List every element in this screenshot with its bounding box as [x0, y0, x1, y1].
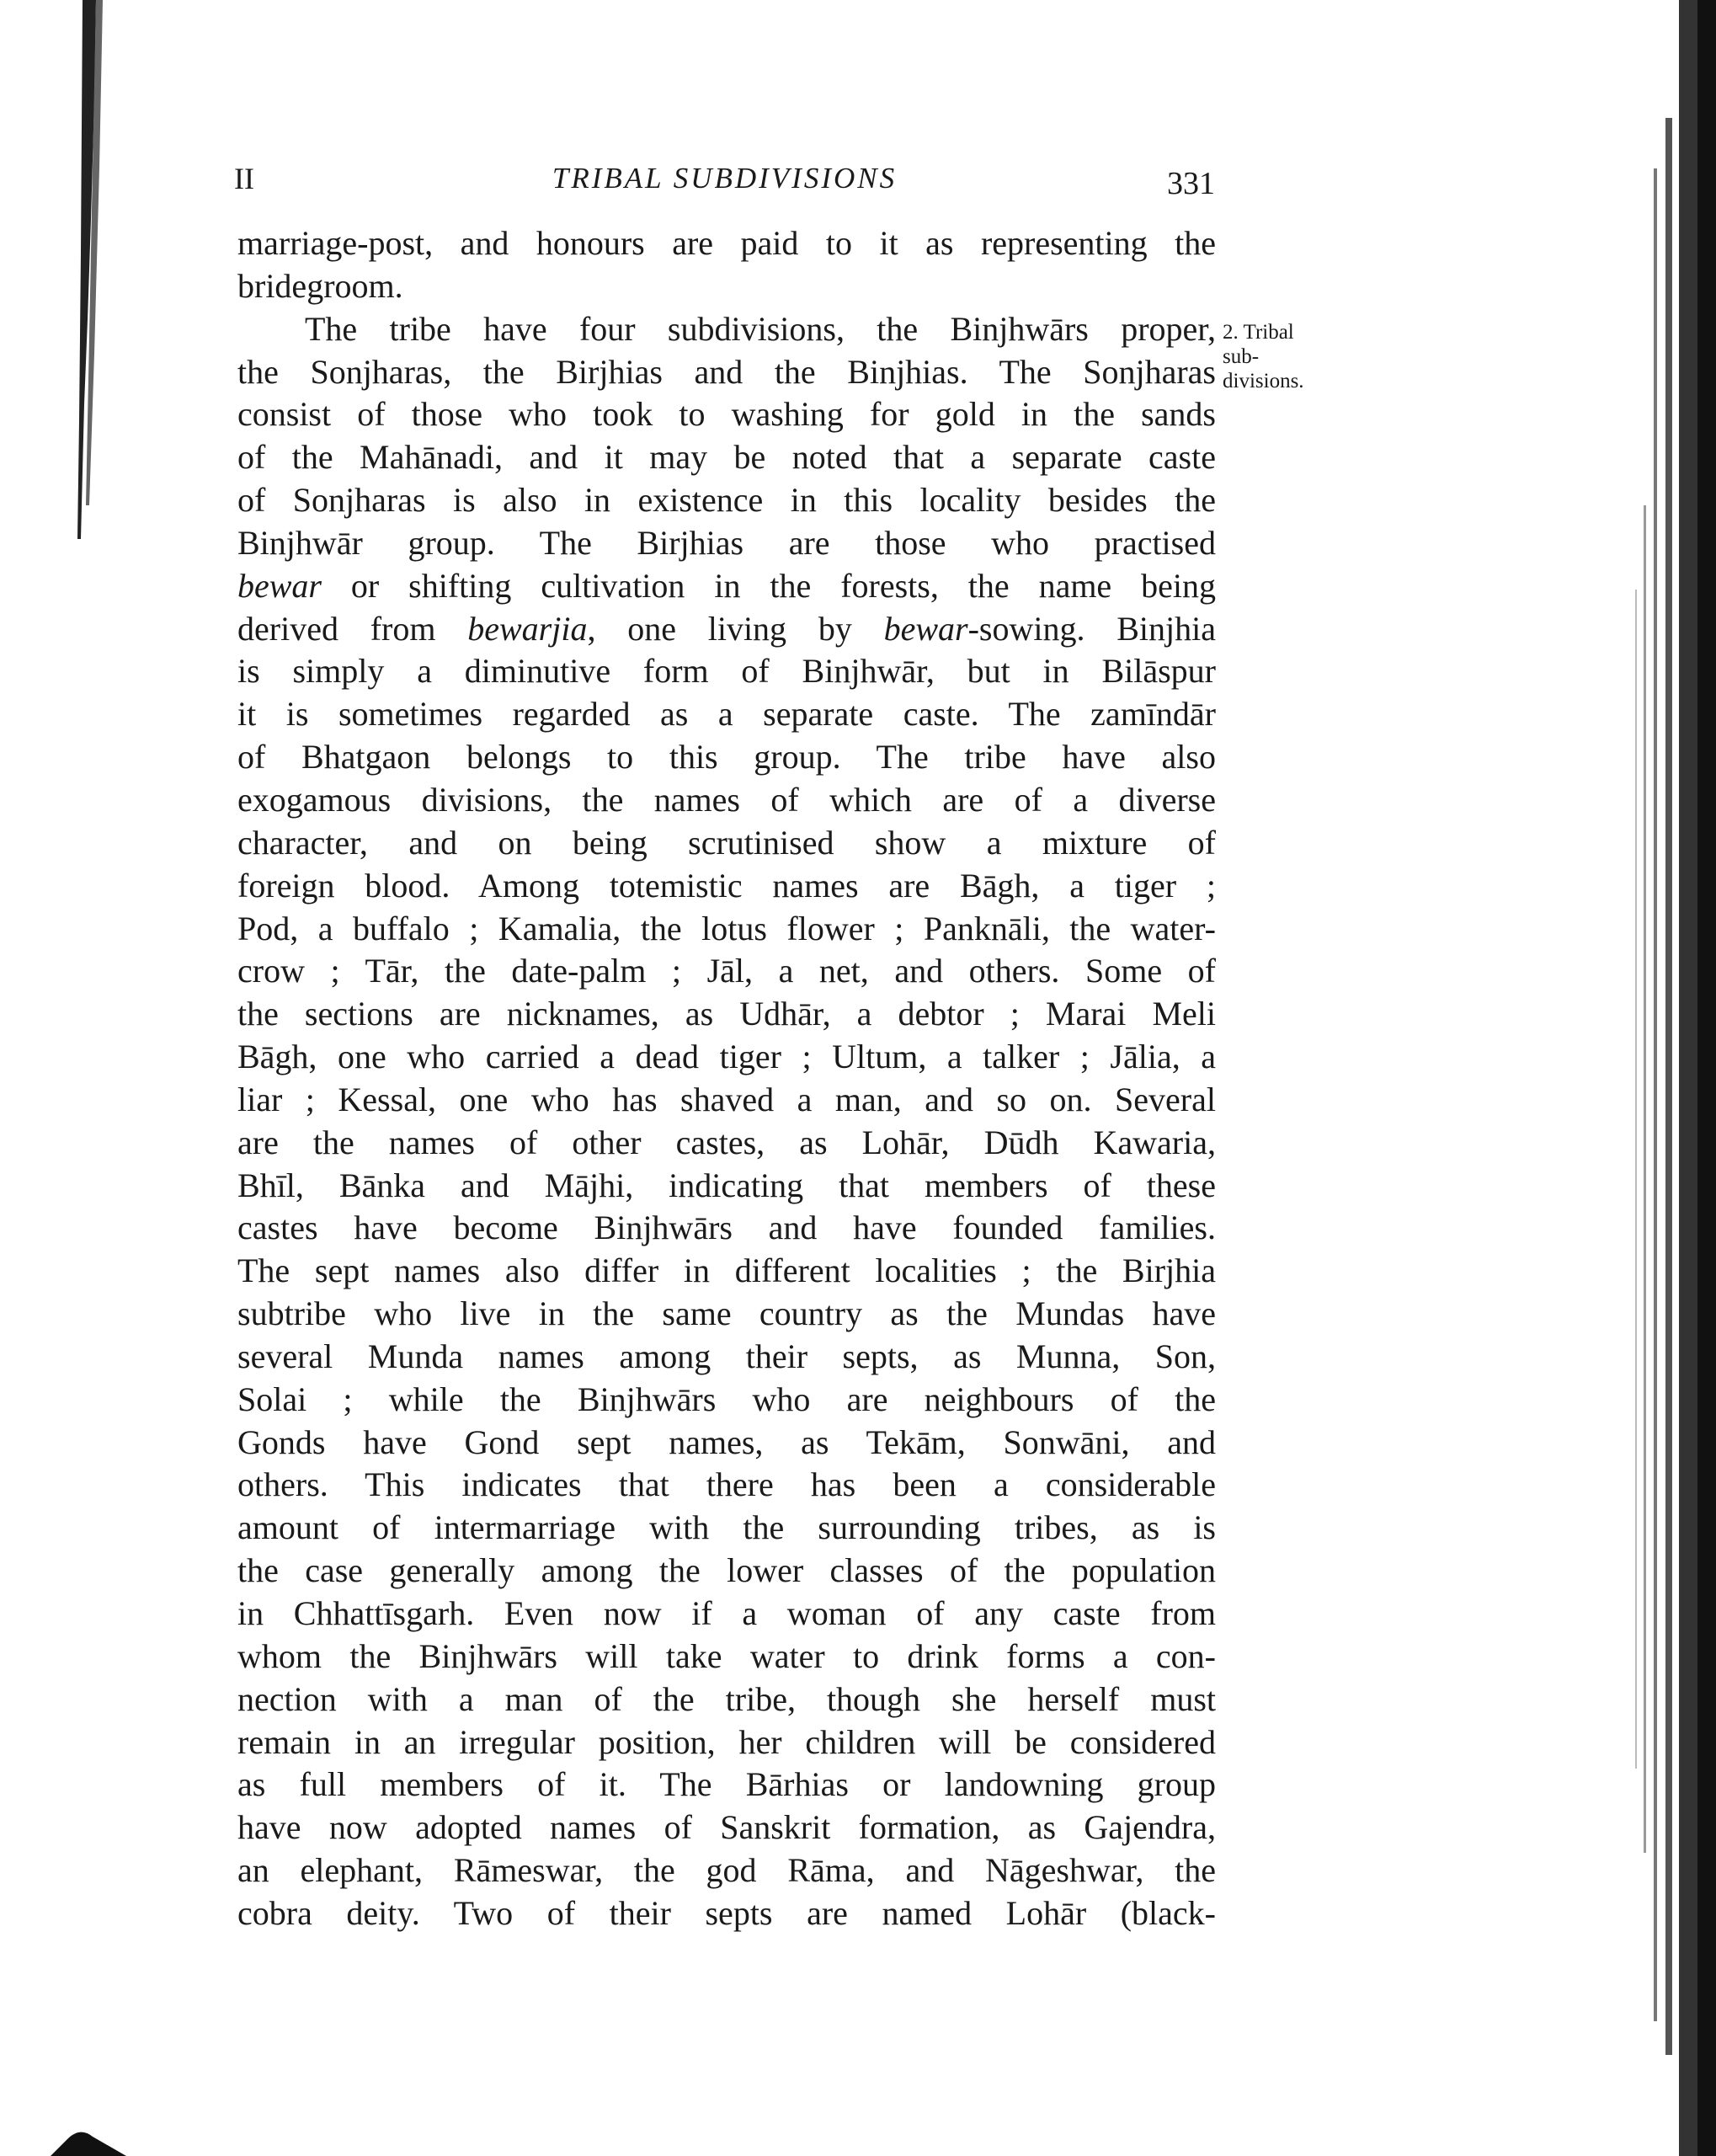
text-line: bewar or shifting cultivation in the forests, the name being [237, 566, 1216, 605]
text-line: character, and on being scrutinised show a mixture of [237, 823, 1216, 862]
text-line: the case generally among the lower classes of the population [237, 1551, 1216, 1590]
text-line: foreign blood. Among totemistic names are Bāgh, a tiger ; [237, 866, 1216, 905]
text-line: liar ; Kessal, one who has shaved a man, and so on. Several [237, 1080, 1216, 1118]
text-line: castes have become Binjhwārs and have founded families. [237, 1209, 1216, 1247]
text-line: Binjhwār group. The Birjhias are those who practised [237, 523, 1216, 562]
text-line: of the Mahānadi, and it may be noted that a separate caste [237, 438, 1216, 477]
text-line: derived from bewarjia, one living by bewar-sowing. Binjhia [237, 609, 1216, 648]
text-line: cobra deity. Two of their septs are named Lohār (black- [237, 1893, 1216, 1932]
text-line: as full members of it. The Bārhias or landowning group [237, 1765, 1216, 1804]
sidenote-line: divisions. [1223, 370, 1304, 392]
text-line: of Sonjharas is also in existence in this locality besides the [237, 481, 1216, 520]
text-line: are the names of other castes, as Lohār, Dūdh Kawaria, [237, 1123, 1216, 1161]
text-line: Bhīl, Bānka and Mājhi, indicating that members of these [237, 1166, 1216, 1204]
text-line: Solai ; while the Binjhwārs who are neighbours of the [237, 1380, 1216, 1418]
text-line: is simply a diminutive form of Binjhwār, but in Bilāspur [237, 652, 1216, 691]
scan-left-edge-shadow [77, 0, 118, 539]
text-line: Pod, a buffalo ; Kamalia, the lotus flower ; Panknāli, the water- [237, 909, 1216, 947]
sidenote-line: sub- [1223, 345, 1260, 368]
text-line: others. This indicates that there has been a considerable [237, 1465, 1216, 1504]
text-line: in Chhattīsgarh. Even now if a woman of any caste from [237, 1594, 1216, 1632]
text-line: consist of those who took to washing for gold in the sands [237, 395, 1216, 434]
sidenote-line: 2. Tribal [1223, 321, 1294, 344]
page-number: 331 [1167, 166, 1215, 201]
text-line: whom the Binjhwārs will take water to drink forms a con- [237, 1636, 1216, 1675]
running-title: TRIBAL SUBDIVISIONS [552, 162, 898, 195]
scan-corner-smudge [51, 2118, 126, 2156]
text-line: nection with a man of the tribe, though she herself must [237, 1679, 1216, 1718]
text-line: subtribe who live in the same country as the Mundas have [237, 1294, 1216, 1333]
body-text [237, 222, 1216, 1935]
text-line: Bāgh, one who carried a dead tiger ; Ultum, a talker ; Jālia, a [237, 1038, 1216, 1076]
text-line: marriage-post, and honours are paid to it as representing the [237, 224, 1216, 262]
chapter-number: II [234, 162, 254, 195]
text-line: it is sometimes regarded as a separate caste. The zamīndār [237, 695, 1216, 734]
text-line: of Bhatgaon belongs to this group. The tribe have also [237, 738, 1216, 776]
text-line: crow ; Tār, the date-palm ; Jāl, a net, and others. Some of [237, 952, 1216, 990]
text-line: remain in an irregular position, her children will be considered [237, 1722, 1216, 1761]
text-line: have now adopted names of Sanskrit formation, as Gajendra, [237, 1808, 1216, 1847]
text-line: The tribe have four subdivisions, the Binjhwārs proper, [305, 309, 1216, 348]
marginal-sidenote [1223, 320, 1366, 393]
text-line: several Munda names among their septs, as Munna, Son, [237, 1337, 1216, 1375]
text-line: Gonds have Gond sept names, as Tekām, Sonwāni, and [237, 1422, 1216, 1461]
text-line: amount of intermarriage with the surrounding tribes, as is [237, 1508, 1216, 1547]
text-line: an elephant, Rāmeswar, the god Rāma, and Nāgeshwar, the [237, 1851, 1216, 1890]
text-line: the Sonjharas, the Birjhias and the Binjhias. The Sonjharas [237, 352, 1216, 391]
scan-right-edge-shadow [1598, 0, 1716, 2156]
running-head [234, 153, 1215, 204]
text-line: bridegroom. [237, 266, 403, 305]
text-line: exogamous divisions, the names of which are of a diverse [237, 780, 1216, 819]
text-line: The sept names also differ in different localities ; the Birjhia [237, 1251, 1216, 1290]
text-line: the sections are nicknames, as Udhār, a debtor ; Marai Meli [237, 995, 1216, 1033]
